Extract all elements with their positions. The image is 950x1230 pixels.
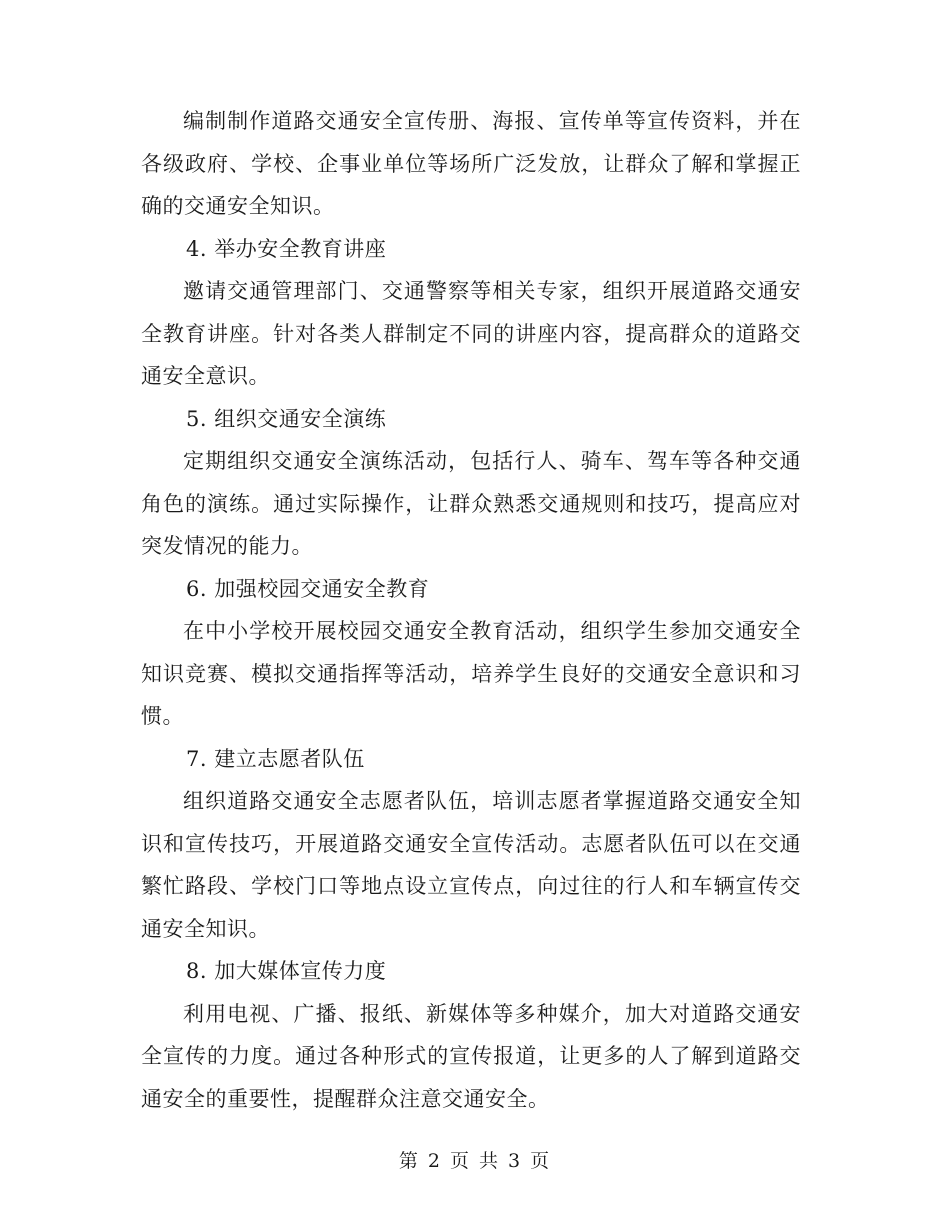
paragraph-volunteer-team: 组织道路交通安全志愿者队伍，培训志愿者掌握道路交通安全知识和宣传技巧，开展道路交通安全宣传活动。志愿者队伍可以在交通繁忙路段、学校门口等地点设立宣传点，向过往的行人和车辆宣传交通安全知识。 bbox=[141, 789, 801, 941]
paragraph-media-promotion: 利用电视、广播、报纸、新媒体等多种媒介，加大对道路交通安全宣传的力度。通过各种形式的宣传报道，让更多的人了解到道路交通安全的重要性，提醒群众注意交通安全。 bbox=[141, 1001, 801, 1111]
heading-media-promotion: 8. 加大媒体宣传力度 bbox=[186, 959, 387, 983]
paragraph-campus-education: 在中小学校开展校园交通安全教育活动，组织学生参加交通安全知识竞赛、模拟交通指挥等活动，培养学生良好的交通安全意识和习惯。 bbox=[141, 619, 801, 728]
heading-safety-drills: 5. 组织交通安全演练 bbox=[186, 406, 387, 431]
heading-volunteer-team: 7. 建立志愿者队伍 bbox=[186, 746, 365, 771]
page-number-footer: 第 2 页 共 3 页 bbox=[398, 1150, 552, 1172]
paragraph-safety-drills: 定期组织交通安全演练活动，包括行人、骑车、驾车等各种交通角色的演练。通过实际操作，让群众熟悉交通规则和技巧，提高应对突发情况的能力。 bbox=[141, 449, 801, 558]
paragraph-safety-lectures: 邀请交通管理部门、交通警察等相关专家，组织开展道路交通安全教育讲座。针对各类人群制定不同的讲座内容，提高群众的道路交通安全意识。 bbox=[141, 279, 801, 388]
heading-campus-education: 6. 加强校园交通安全教育 bbox=[186, 576, 430, 601]
paragraph-promo-materials: 编制制作道路交通安全宣传册、海报、宣传单等宣传资料，并在各级政府、学校、企事业单位等场所广泛发放，让群众了解和掌握正确的交通安全知识。 bbox=[141, 109, 801, 218]
document-body bbox=[141, 100, 801, 1120]
heading-safety-lectures: 4. 举办安全教育讲座 bbox=[186, 236, 387, 261]
